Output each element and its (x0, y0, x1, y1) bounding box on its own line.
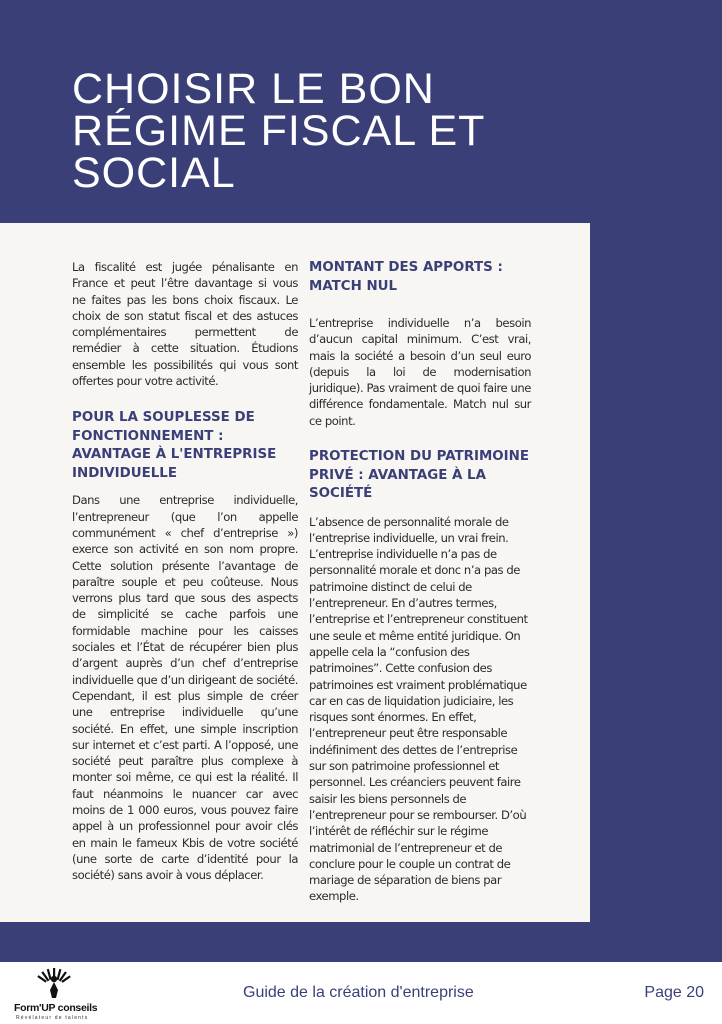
title-line-1: CHOISIR LE BON (72, 65, 435, 113)
logo-name: Form'UP conseils (14, 1002, 98, 1014)
section-body-apports: L’entreprise individuelle n’a besoin d’aucun capital minimum. C’est vrai, mais la société a besoin d’un seul euro (depuis la loi de modernisation juridique). Pas vraiment de quoi faire une différence fondamentale. Match nul sur ce point. (309, 316, 531, 428)
title-line-3: SOCIAL (72, 149, 236, 197)
intro-paragraph: La fiscalité est jugée pénalisante en France et peut l’être davantage si vous ne faites pas les bons choix fiscaux. Le choix de son statut fiscal et des astuces complémentaires permettent de remédier à cette situation. Étudions ensemble les possibilités qui vous sont offertes pour votre activité. (72, 260, 298, 389)
logo-emblem-icon (32, 968, 76, 1000)
page-title (72, 65, 592, 197)
footer-guide-title: Guide de la création d'entreprise (243, 984, 474, 1001)
page-footer (0, 962, 722, 1024)
content-card (0, 223, 590, 922)
section-heading-souplesse: POUR LA SOUPLESSE DE FONCTIONNEMENT : AVANTAGE À L'ENTREPRISE INDIVIDUELLE (72, 410, 277, 481)
left-column (72, 259, 298, 884)
title-line-2: RÉGIME FISCAL ET (72, 107, 486, 155)
page-number: Page 20 (644, 984, 704, 1001)
section-heading-apports: MONTANT DES APPORTS : MATCH NUL (309, 260, 503, 294)
section-body-patrimoine: L’absence de personnalité morale de l’entreprise individuelle, un vrai frein. L’entreprise individuelle n’a pas de personnalité morale et donc n’a pas de patrimoine distinct de celui de l’entrepreneur. En d’autres termes, l’entreprise et l’entrepreneur constituent une seule et même entité juridique. On appelle cela la “confusion des patrimoines”. Cette confusion des patrimoines est vraiment problématique car en cas de liquidation judiciaire, les risques sont énormes. En effet, l’entrepreneur peut être responsable indéfiniment des dettes de l’entreprise sur son patrimoine professionnel et personnel. Les créanciers peuvent faire saisir les biens personnels de l’entrepreneur pour se rembourser. D’où l’intérêt de réfléchir sur le régime matrimonial de l’entrepreneur et de conclure pour le couple un contrat de mariage de séparation de biens par exemple. (309, 514, 528, 904)
section-heading-patrimoine: PROTECTION DU PATRIMOINE PRIVÉ : AVANTAGE À LA SOCIÉTÉ (309, 449, 530, 502)
logo-tagline: Révélateur de talents (16, 1015, 89, 1021)
section-body-souplesse: Dans une entreprise individuelle, l’entrepreneur (que l’on appelle communément « chef d’entreprise ») exerce son activité en son nom propre. Cette solution présente l’avantage de paraître souple et peu coûteuse. Nous verrons plus tard que sous des aspects de simplicité se cache parfois une formidable machine pour les caisses sociales et l’État de récupérer bien plus d’argent auprès d’un chef d’entreprise individuelle que d’un dirigeant de société. Cependant, il est plus simple de créer une entreprise individuelle qu’une société. En effet, une simple inscription sur internet et c’est parti. A l’opposé, une société peut paraître plus complexe à monter soi même, ce qui est la réalité. Il faut néanmoins le nuancer car avec moins de 1 000 euros, vous pouvez faire appel à un professionnel pour avoir clés en main le fameux Kbis de votre société (une sorte de carte d’identité pour la société) sans avoir à vous déplacer. (72, 493, 298, 883)
company-logo (14, 968, 98, 1021)
right-column (309, 259, 531, 905)
